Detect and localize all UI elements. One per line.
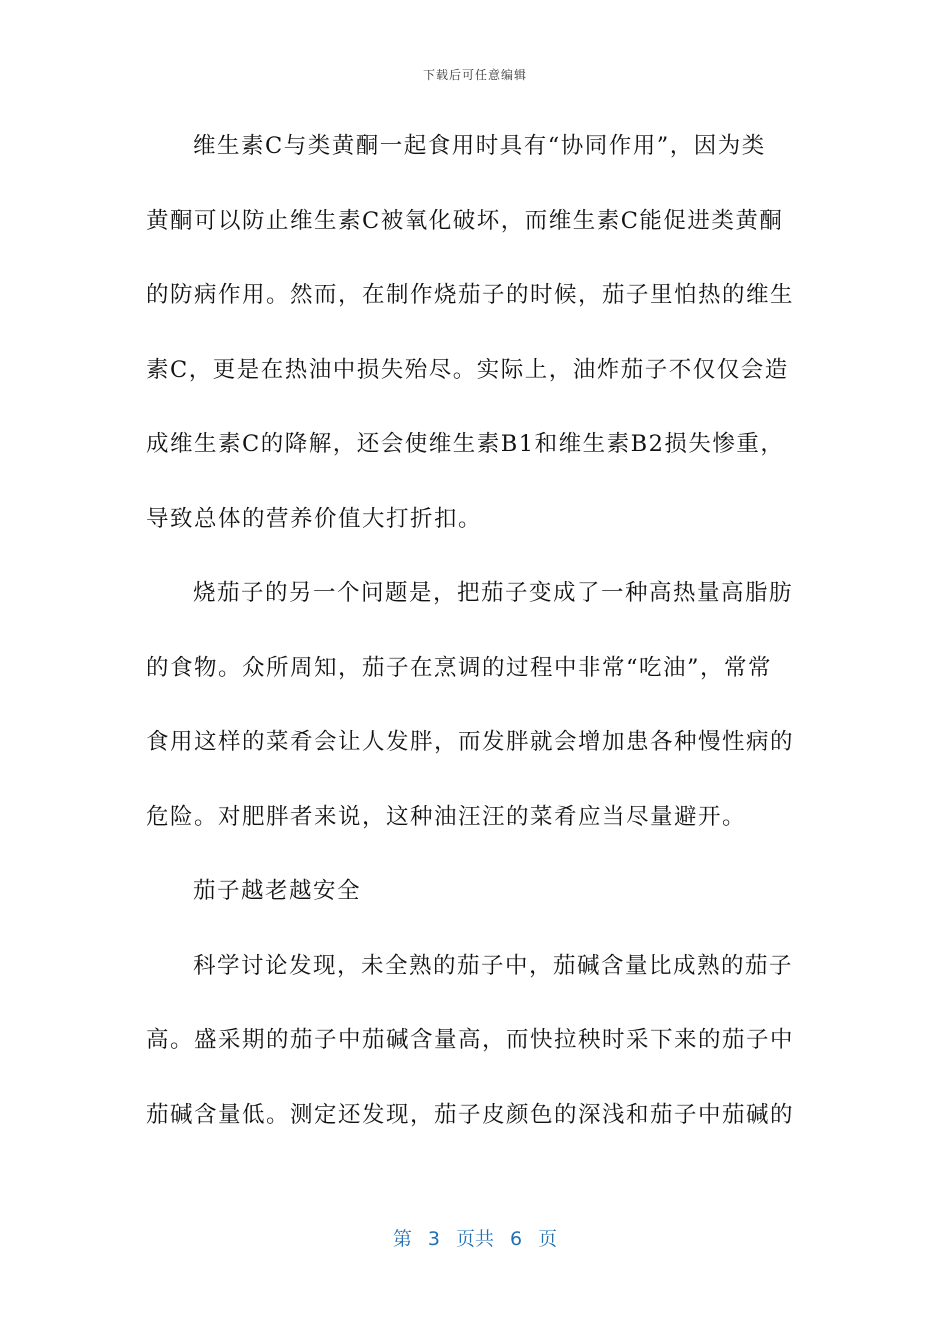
footer-prefix: 第 bbox=[392, 1228, 412, 1250]
paragraph-line: 烧茄子的另一个问题是，把茄子变成了一种高热量高脂肪 bbox=[193, 580, 794, 606]
total-page-number: 6 bbox=[510, 1228, 523, 1250]
paragraph-line: 食用这样的菜肴会让人发胖，而发胖就会增加患各种慢性病的 bbox=[146, 729, 795, 755]
footer-suffix: 页 bbox=[538, 1228, 558, 1250]
page-header: 下载后可任意编辑 bbox=[422, 68, 527, 82]
paragraph-line: 危险。对肥胖者来说，这种油汪汪的菜肴应当尽量避开。 bbox=[146, 803, 747, 830]
paragraph-line: 成维生素C的降解，还会使维生素B1和维生素B2损失惨重， bbox=[146, 431, 785, 457]
footer-middle: 页共 bbox=[455, 1228, 494, 1250]
paragraph-line: 的食物。众所周知，茄子在烹调的过程中非常“吃油”，常常 bbox=[146, 654, 773, 681]
section-heading: 茄子越老越安全 bbox=[193, 878, 362, 904]
paragraph-line: 导致总体的营养价值大打折扣。 bbox=[146, 505, 483, 532]
paragraph-line: 茄碱含量低。测定还发现，茄子皮颜色的深浅和茄子中茄碱的 bbox=[146, 1101, 795, 1128]
paragraph-line: 维生素C与类黄酮一起食用时具有“协同作用”，因为类 bbox=[193, 133, 766, 159]
page-footer bbox=[0, 1224, 950, 1251]
paragraph-line: 的防病作用。然而，在制作烧茄子的时候，茄子里怕热的维生 bbox=[146, 282, 795, 308]
paragraph-line: 黄酮可以防止维生素C被氧化破坏，而维生素C能促进类黄酮 bbox=[146, 207, 784, 234]
paragraph-line: 科学讨论发现，未全熟的茄子中，茄碱含量比成熟的茄子 bbox=[193, 952, 794, 979]
paragraph-line: 高。盛采期的茄子中茄碱含量高，而快拉秧时采下来的茄子中 bbox=[146, 1027, 795, 1053]
document-body bbox=[146, 120, 806, 1163]
paragraph-line: 素C，更是在热油中损失殆尽。实际上，油炸茄子不仅仅会造 bbox=[146, 356, 789, 383]
current-page-number: 3 bbox=[427, 1228, 440, 1250]
